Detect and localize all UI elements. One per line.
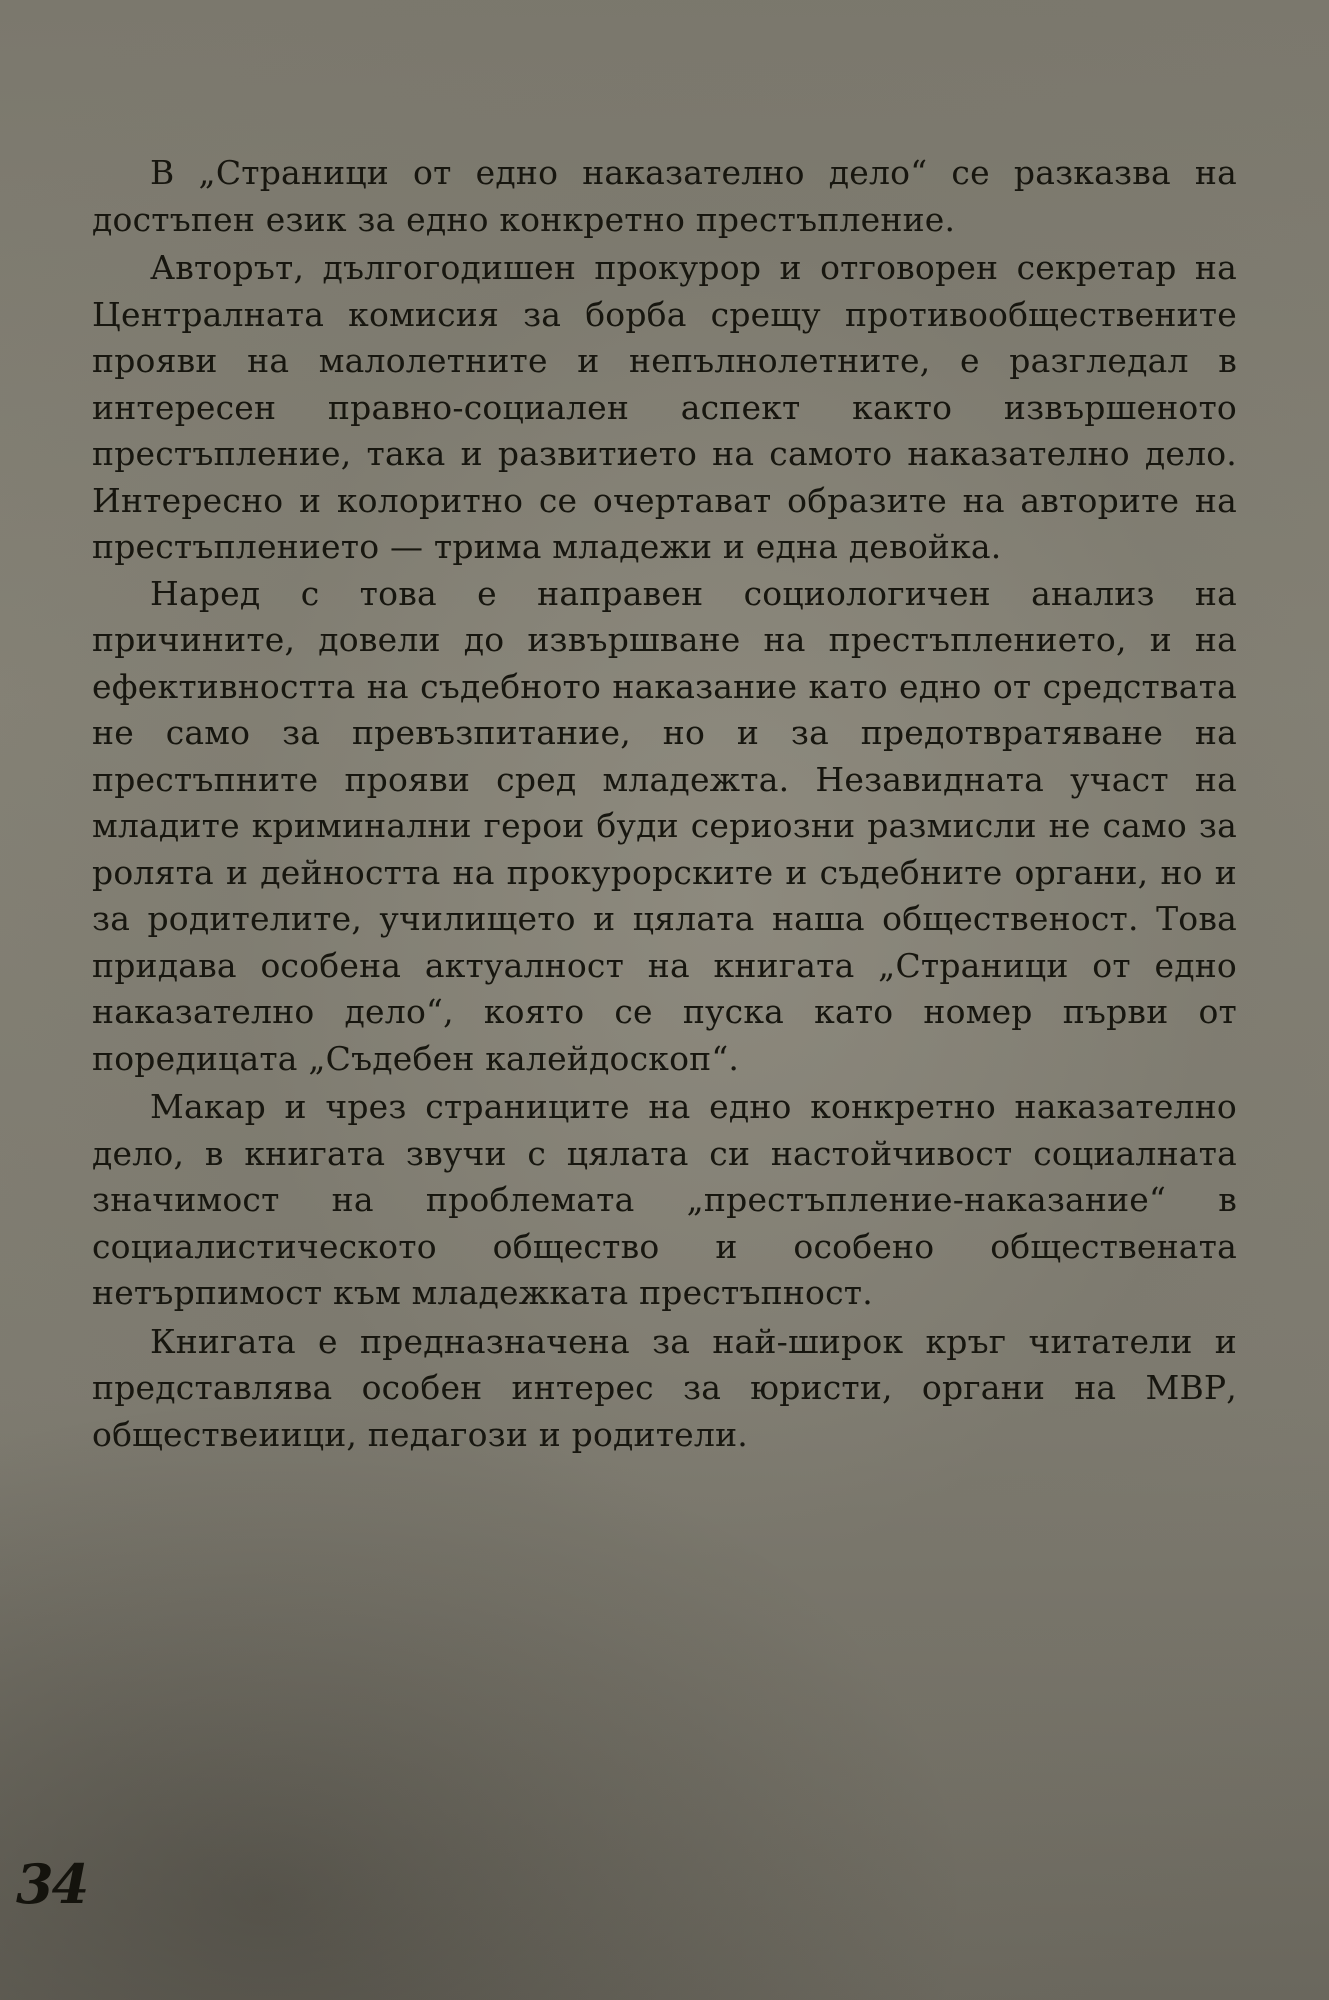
paragraph-audience: Книгата е предназначена за най-широк кръг читатели и представлява особен интерес за юристи, органи на МВР, обществеиици, педагози и родители. (92, 1321, 1237, 1454)
paragraph-analysis: Наред с това е направен социологичен анализ на причините, довели до извършване на престъплението, и на ефективността на съдебното наказание като едно от средствата не само за превъзпитание, но и за предотвратяване на престъпните прояви сред младежта. Незавидната участ на младите криминални герои буди сериозни размисли не само за ролята и дейността на прокурорските и съдебните органи, но и за родителите, училището и цялата наша общественост. Това придава особена актуалност на книгата „Страници от едно наказателно дело“, която се пуска като номер първи от поредицата „Съдебен калейдоскоп“. (92, 573, 1237, 1078)
paragraph-intro: В „Страници от едно наказателно дело“ се разказва на достъпен език за едно конкретно престъпление. (92, 153, 1237, 239)
paragraph-significance: Макар и чрез страниците на едно конкретно наказателно дело, в книгата звучи с цялата си настойчивост социалната значимост на проблемата „престъпление-наказание“ в социалистическото общество и особено обществената нетърпимост към младежката престъпност. (92, 1087, 1237, 1312)
page-number: 34 (16, 1852, 88, 1916)
page-body-text (92, 150, 1237, 1458)
paragraph-author: Авторът, дългогодишен прокурор и отговорен секретар на Централната комисия за борба срещу противообществените прояви на малолетните и непълнолетните, е разгледал в интересен правно-социален аспект както извършеното престъпление, така и развитието на самото наказателно дело. Интересно и колоритно се очертават образите на авторите на престъплението — трима младежи и една девойка. (92, 248, 1237, 566)
